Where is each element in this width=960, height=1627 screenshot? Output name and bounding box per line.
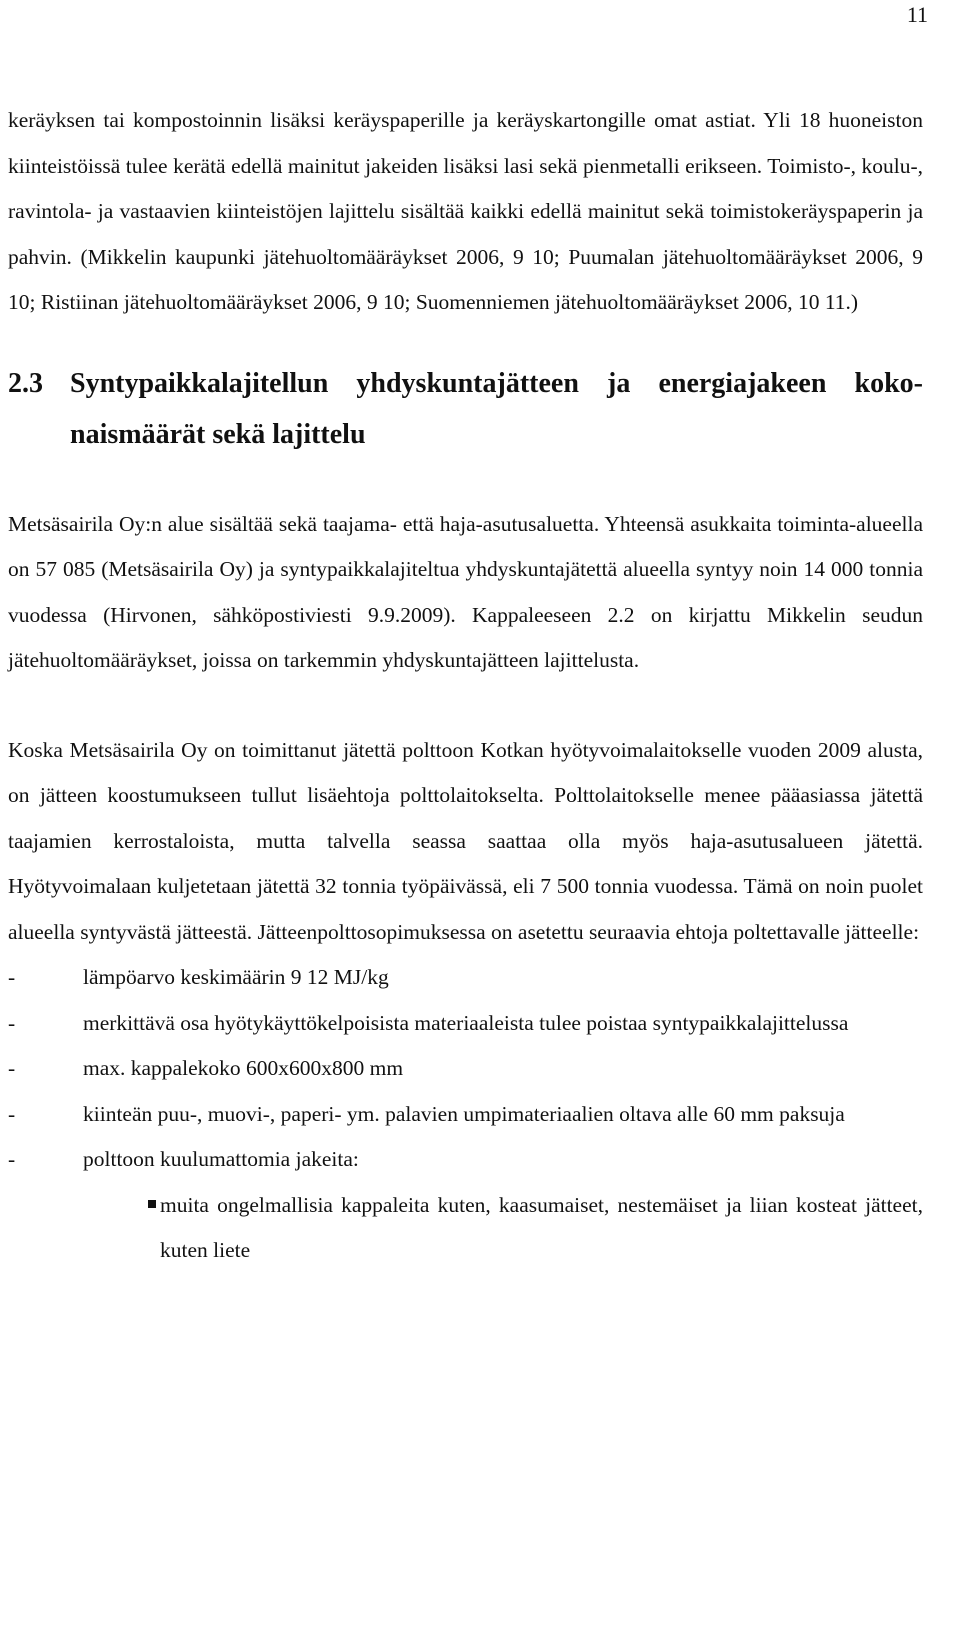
page-number: 11 [906,2,928,27]
list-item-text: lämpöarvo keskimäärin 9 12 MJ/kg [83,965,389,989]
document-body [8,98,923,1274]
list-item [8,955,923,1001]
section-title: Syntypaikkalajitellun yhdyskuntajätteen ja energiajakeen kokonaismäärät sekä lajittelu [70,367,923,450]
dash-bullet: - [8,1056,16,1080]
paragraph-incineration: Koska Metsäsairila Oy on toimittanut jätettä polttoon Kotkan hyötyvoimalaitokselle vuoden 2009 alusta, on jätteen koostumukseen tullut lisäehtoja polttolaitokselta. Polttolaitokselle menee pääasiassa jätettä taajamien kerrostaloista, mutta talvella seassa saattaa olla myös haja-asutusalueen jätettä. Hyötyvoimalaan kuljetetaan jätettä 32 tonnia työpäivässä, eli 7 500 tonnia vuodessa. Tämä on noin puolet alueella syntyvästä jätteestä. Jätteenpolttosopimuksessa on asetettu seuraavia ehtoja poltettavalle jätteelle: [8,737,923,944]
conditions-list [8,955,923,1274]
sub-list-item-text: muita ongelmallisia kappaleita kuten, kaasumaiset, nestemäiset ja liian kosteat jätteet, kuten liete [160,1192,923,1262]
dash-bullet: - [8,1101,16,1126]
list-item [8,1092,923,1138]
list-item [8,1046,923,1092]
list-item-text: merkittävä osa hyötykäyttökelpoisista materiaaleista tulee poistaa syntypaikkalajittelussa [83,1010,849,1035]
list-item-text: max. kappalekoko 600x600x800 mm [83,1056,404,1080]
paragraph-collection-rules: keräyksen tai kompostoinnin lisäksi keräyspaperille ja keräyskartongille omat astiat. Yli 18 huoneiston kiinteistöissä tulee kerätä edellä mainitut jakeiden lisäksi lasi sekä pienmetalli erikseen. Toimisto-, koulu-, ravintola- ja vastaavien kiinteistöjen lajittelu sisältää kaikki edellä mainitut sekä toimistokeräyspaperin ja pahvin. (Mikkelin kaupunki jätehuoltomääräykset 2006, 9 10; Puumalan jätehuoltomääräykset 2006, 9 10; Ristiinan jätehuoltomääräykset 2006, 9 10; Suomenniemen jätehuoltomääräykset 2006, 10 11.) [8,108,923,314]
dash-bullet: - [8,1010,16,1035]
section-heading [8,358,923,460]
square-bullet-icon [148,1200,156,1208]
list-item-text: polttoon kuulumattomia jakeita: [83,1147,359,1171]
list-item [8,1001,923,1047]
dash-bullet: - [8,965,16,989]
sub-list-item [83,1183,923,1274]
list-item [8,1137,923,1274]
paragraph-waste-amounts: Metsäsairila Oy:n alue sisältää sekä taajama- että haja-asutusaluetta. Yhteensä asukkaita toiminta-alueella on 57 085 (Metsäsairila Oy) ja syntypaikkalajiteltua yhdyskuntajätettä alueella syntyy noin 14 000 tonnia vuodessa (Hirvonen, sähköpostiviesti 9.9.2009). Kappaleeseen 2.2 on kirjattu Mikkelin seudun jätehuoltomääräykset, joissa on tarkemmin yhdyskuntajätteen lajittelusta. [8,511,923,672]
section-number: 2.3 [8,367,43,399]
sub-list [83,1183,923,1274]
dash-bullet: - [8,1147,16,1171]
list-item-text: kiinteän puu-, muovi-, paperi- ym. palavien umpimateriaalien oltava alle 60 mm paksuja [83,1101,845,1126]
